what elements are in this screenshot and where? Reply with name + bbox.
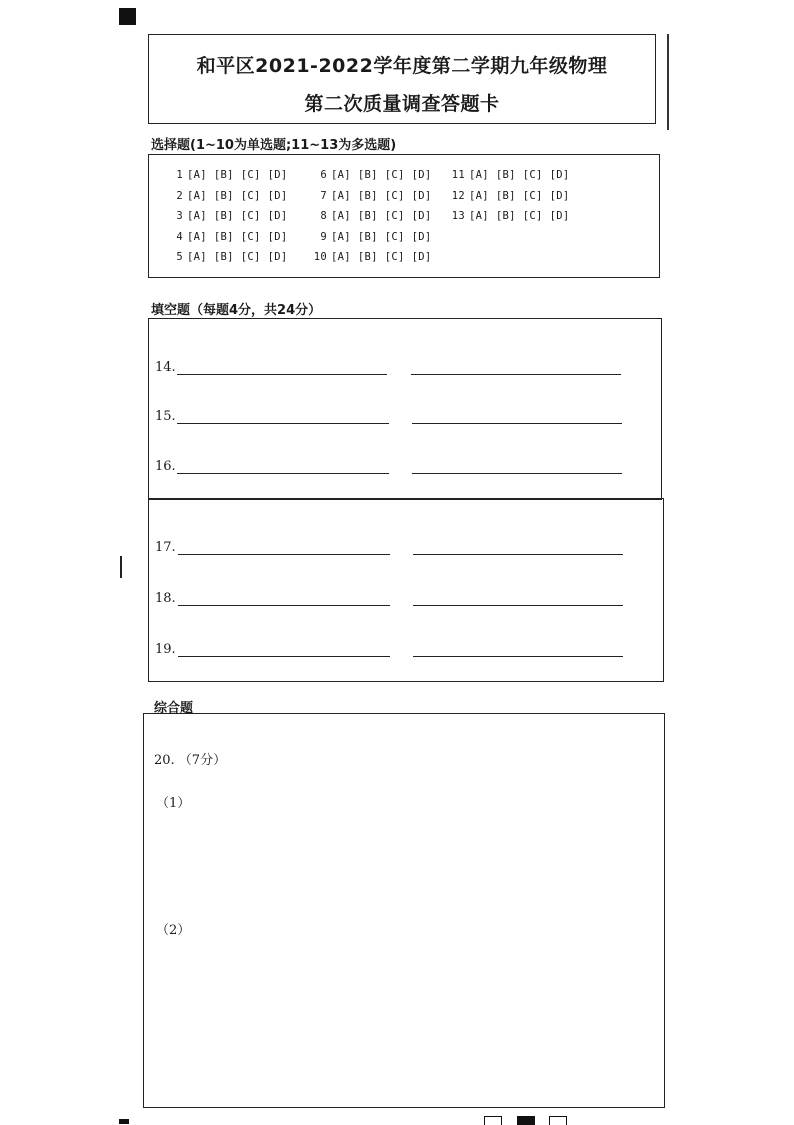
choice-bubble-a[interactable]: [A] (331, 231, 351, 243)
comprehensive-label: 综合题 (154, 701, 194, 716)
question-20-title: 20. （7分） (154, 753, 227, 768)
adjacent-page-edge (667, 34, 673, 130)
fill-blank-box-top (148, 318, 662, 500)
registration-mark (119, 8, 136, 25)
choice-bubble-c[interactable]: [C] (384, 169, 405, 181)
choice-bubble-a[interactable]: [A] (331, 190, 351, 202)
choice-bubble-c[interactable]: [C] (240, 210, 261, 222)
choice-bubble-d[interactable]: [D] (267, 251, 288, 263)
footer-mark (119, 1119, 129, 1124)
fill-row-16 (149, 454, 661, 476)
question-number: 7 (320, 190, 327, 202)
mc-question-8 (311, 210, 439, 222)
answer-blank[interactable] (413, 656, 623, 657)
question-number: 11 (451, 169, 465, 181)
choice-bubble-c[interactable]: [C] (240, 251, 261, 263)
answer-blank[interactable] (177, 473, 389, 474)
question-number: 6 (320, 169, 327, 181)
answer-blank[interactable] (413, 605, 623, 606)
choice-bubble-d[interactable]: [D] (411, 231, 432, 243)
choice-bubble-d[interactable]: [D] (411, 169, 432, 181)
question-number: 14. (155, 360, 176, 375)
question-number: 15. (155, 409, 176, 424)
fill-row-19 (149, 637, 663, 659)
answer-blank[interactable] (412, 473, 622, 474)
choice-bubble-a[interactable]: [A] (331, 169, 351, 181)
title-box (148, 34, 656, 124)
choice-bubble-d[interactable]: [D] (267, 231, 288, 243)
exam-title: 和平区2021-2022学年度第二学期九年级物理 (196, 55, 608, 77)
mc-question-5 (167, 251, 295, 263)
choice-bubble-c[interactable]: [C] (240, 190, 261, 202)
mc-question-1 (167, 169, 295, 181)
choice-bubble-c[interactable]: [C] (522, 190, 543, 202)
question-number: 13 (451, 210, 465, 222)
choice-bubble-b[interactable]: [B] (495, 190, 516, 202)
choice-bubble-b[interactable]: [B] (495, 210, 516, 222)
choice-bubble-b[interactable]: [B] (213, 190, 234, 202)
choice-bubble-b[interactable]: [B] (213, 231, 234, 243)
choice-bubble-c[interactable]: [C] (522, 169, 543, 181)
choice-bubble-c[interactable]: [C] (384, 210, 405, 222)
choice-bubble-a[interactable]: [A] (187, 231, 207, 243)
comprehensive-answer-area[interactable] (143, 713, 665, 1108)
answer-blank[interactable] (413, 554, 623, 555)
mc-question-6 (311, 169, 439, 181)
choice-bubble-a[interactable]: [A] (331, 210, 351, 222)
fill-row-18 (149, 586, 663, 608)
multiple-choice-label: 选择题(1~10为单选题;11~13为多选题) (151, 138, 397, 153)
question-number: 2 (176, 190, 183, 202)
choice-bubble-a[interactable]: [A] (331, 251, 351, 263)
mc-question-12 (449, 190, 577, 202)
question-number: 5 (176, 251, 183, 263)
answer-blank[interactable] (178, 605, 390, 606)
choice-bubble-b[interactable]: [B] (357, 210, 378, 222)
question-number: 9 (320, 231, 327, 243)
answer-blank[interactable] (178, 554, 390, 555)
fill-blank-box-bottom (148, 498, 664, 682)
fill-blank-label: 填空题（每题4分，共24分） (151, 303, 322, 318)
choice-bubble-a[interactable]: [A] (187, 169, 207, 181)
choice-bubble-b[interactable]: [B] (357, 231, 378, 243)
answer-blank[interactable] (177, 423, 389, 424)
question-number: 16. (155, 459, 176, 474)
question-number: 1 (176, 169, 183, 181)
choice-bubble-a[interactable]: [A] (469, 169, 489, 181)
choice-bubble-d[interactable]: [D] (267, 190, 288, 202)
margin-tick (120, 556, 122, 578)
choice-bubble-c[interactable]: [C] (240, 231, 261, 243)
question-number: 19. (155, 642, 176, 657)
question-number: 3 (176, 210, 183, 222)
answer-blank[interactable] (178, 656, 390, 657)
mc-question-4 (167, 231, 295, 243)
mc-question-13 (449, 210, 577, 222)
choice-bubble-b[interactable]: [B] (357, 190, 378, 202)
choice-bubble-c[interactable]: [C] (384, 251, 405, 263)
choice-bubble-d[interactable]: [D] (549, 210, 570, 222)
choice-bubble-b[interactable]: [B] (357, 251, 378, 263)
fill-row-15 (149, 404, 661, 426)
multiple-choice-box (148, 154, 660, 278)
mc-question-2 (167, 190, 295, 202)
choice-bubble-d[interactable]: [D] (549, 169, 570, 181)
mc-question-3 (167, 210, 295, 222)
choice-bubble-b[interactable]: [B] (213, 169, 234, 181)
choice-bubble-a[interactable]: [A] (187, 190, 207, 202)
choice-bubble-b[interactable]: [B] (495, 169, 516, 181)
choice-bubble-b[interactable]: [B] (213, 210, 234, 222)
choice-bubble-c[interactable]: [C] (522, 210, 543, 222)
answer-blank[interactable] (177, 374, 387, 375)
question-number: 10 (313, 251, 327, 263)
mc-question-7 (311, 190, 439, 202)
choice-bubble-d[interactable]: [D] (549, 190, 570, 202)
choice-bubble-a[interactable]: [A] (187, 210, 207, 222)
answer-blank[interactable] (412, 423, 622, 424)
choice-bubble-a[interactable]: [A] (469, 190, 489, 202)
choice-bubble-b[interactable]: [B] (357, 169, 378, 181)
mc-question-10 (311, 251, 439, 263)
choice-bubble-c[interactable]: [C] (240, 169, 261, 181)
fill-row-14 (149, 355, 661, 377)
question-number: 12 (451, 190, 465, 202)
choice-bubble-a[interactable]: [A] (469, 210, 489, 222)
fill-row-17 (149, 535, 663, 557)
choice-bubble-d[interactable]: [D] (411, 190, 432, 202)
question-number: 18. (155, 591, 176, 606)
choice-bubble-d[interactable]: [D] (267, 210, 288, 222)
choice-bubble-a[interactable]: [A] (187, 251, 207, 263)
answer-sheet-title: 第二次质量调查答题卡 (304, 93, 500, 115)
answer-blank[interactable] (411, 374, 621, 375)
choice-bubble-d[interactable]: [D] (411, 210, 432, 222)
mc-question-11 (449, 169, 577, 181)
choice-bubble-d[interactable]: [D] (411, 251, 432, 263)
question-number: 4 (176, 231, 183, 243)
question-number: 8 (320, 210, 327, 222)
part-1-label: （1） (156, 796, 191, 811)
part-2-label: （2） (156, 923, 191, 938)
choice-bubble-d[interactable]: [D] (267, 169, 288, 181)
mc-question-9 (311, 231, 439, 243)
choice-bubble-c[interactable]: [C] (384, 231, 405, 243)
choice-bubble-b[interactable]: [B] (213, 251, 234, 263)
choice-bubble-c[interactable]: [C] (384, 190, 405, 202)
question-number: 17. (155, 540, 176, 555)
